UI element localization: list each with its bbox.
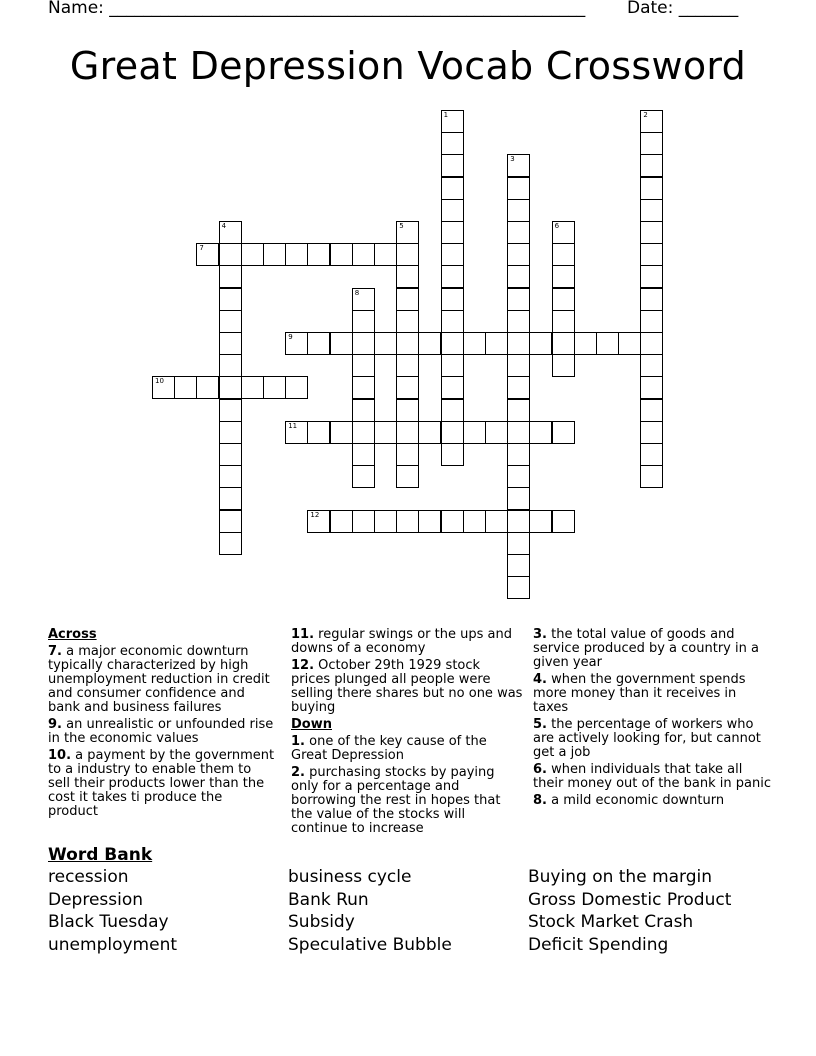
clue-down-6 [533, 763, 773, 791]
crossword-cell[interactable] [552, 354, 575, 377]
crossword-cell[interactable] [640, 154, 663, 177]
crossword-cell[interactable] [507, 243, 530, 266]
clue-number: 7. [48, 644, 62, 659]
crossword-cell[interactable] [552, 243, 575, 266]
crossword-cell[interactable] [507, 332, 530, 355]
date-field[interactable]: Date: _______ [627, 0, 739, 18]
crossword-cell[interactable] [352, 399, 375, 422]
crossword-cell[interactable] [441, 443, 464, 466]
crossword-cell[interactable] [219, 288, 242, 311]
across-heading: Across [48, 627, 97, 642]
crossword-cell[interactable] [507, 554, 530, 577]
crossword-cell[interactable] [174, 376, 197, 399]
clue-number-label: 2 [643, 111, 648, 119]
crossword-cell[interactable] [485, 421, 508, 444]
clue-down-5 [533, 718, 773, 760]
word-bank [48, 845, 768, 955]
crossword-cell[interactable] [596, 332, 619, 355]
crossword-cell[interactable] [374, 332, 397, 355]
crossword-cell[interactable] [219, 332, 242, 355]
crossword-cell[interactable] [396, 265, 419, 288]
crossword-cell[interactable] [418, 421, 441, 444]
crossword-cell[interactable] [307, 332, 330, 355]
crossword-cell[interactable] [640, 421, 663, 444]
crossword-cell[interactable] [352, 443, 375, 466]
clue-across-11 [291, 628, 523, 656]
crossword-cell[interactable] [219, 443, 242, 466]
crossword-cell[interactable] [307, 510, 330, 533]
clue-number-label: 7 [199, 244, 204, 253]
crossword-cell[interactable] [507, 154, 530, 177]
crossword-cell[interactable] [352, 310, 375, 333]
clue-across-12 [291, 659, 523, 715]
crossword-cell[interactable] [330, 243, 353, 266]
clue-across-10 [48, 749, 276, 819]
clue-number: 1. [291, 734, 305, 749]
crossword-cell[interactable] [352, 288, 375, 311]
clue-text: when individuals that take all their money out of the bank in panic [533, 762, 771, 791]
crossword-cell[interactable] [396, 399, 419, 422]
word-bank-item: Depression [48, 889, 144, 910]
crossword-cell[interactable] [418, 332, 441, 355]
crossword-cell[interactable] [640, 110, 663, 133]
crossword-cell[interactable] [219, 487, 242, 510]
crossword-cell[interactable] [263, 243, 286, 266]
name-field[interactable]: Name: ________________________________________________________ [48, 0, 586, 18]
clue-text: one of the key cause of the Great Depression [291, 734, 487, 763]
crossword-cell[interactable] [552, 421, 575, 444]
crossword-cell[interactable] [352, 354, 375, 377]
crossword-cell[interactable] [463, 510, 486, 533]
clue-text: a mild economic downturn [551, 793, 725, 808]
crossword-cell[interactable] [507, 265, 530, 288]
crossword-cell[interactable] [507, 532, 530, 555]
crossword-cell[interactable] [640, 443, 663, 466]
word-bank-item: Buying on the margin [528, 867, 713, 887]
crossword-cell[interactable] [507, 399, 530, 422]
clue-text: purchasing stocks by paying only for a percentage and borrowing the rest in hopes that the value of the stocks will continue to increase [291, 765, 501, 836]
crossword-cell[interactable] [352, 332, 375, 355]
crossword-cell[interactable] [396, 421, 419, 444]
crossword-cell[interactable] [507, 177, 530, 200]
word-bank-item: Subsidy [288, 912, 355, 932]
crossword-cell[interactable] [196, 243, 219, 266]
crossword-cell[interactable] [219, 465, 242, 488]
clue-number: 2. [291, 765, 305, 780]
crossword-cell[interactable] [219, 532, 242, 555]
crossword-cell[interactable] [552, 221, 575, 244]
crossword-cell[interactable] [507, 576, 530, 599]
word-bank-item: recession [48, 867, 129, 887]
crossword-cell[interactable] [640, 132, 663, 155]
crossword-cell[interactable] [507, 443, 530, 466]
crossword-cell[interactable] [330, 510, 353, 533]
clue-number: 11. [291, 627, 315, 642]
crossword-cell[interactable] [219, 243, 242, 266]
crossword-cell[interactable] [352, 376, 375, 399]
crossword-cell[interactable] [640, 177, 663, 200]
crossword-cell[interactable] [196, 376, 219, 399]
page-title: Great Depression Vocab Crossword [69, 44, 747, 88]
word-bank-item: Deficit Spending [528, 934, 669, 955]
crossword-cell[interactable] [352, 510, 375, 533]
crossword-cell[interactable] [219, 221, 242, 244]
crossword-cell[interactable] [441, 354, 464, 377]
word-bank-item: Bank Run [288, 889, 369, 910]
crossword-cell[interactable] [330, 421, 353, 444]
clue-text: an unrealistic or unfounded rise in the economic values [48, 717, 274, 746]
crossword-cell[interactable] [441, 510, 464, 533]
crossword-cell[interactable] [152, 376, 175, 399]
clue-column-2 [291, 628, 523, 839]
crossword-cell[interactable] [529, 332, 552, 355]
crossword-cell[interactable] [552, 310, 575, 333]
clue-column-3 [533, 628, 773, 811]
crossword-cell[interactable] [352, 465, 375, 488]
crossword-cell[interactable] [285, 243, 308, 266]
crossword-cell[interactable] [285, 332, 308, 355]
clue-number-label: 6 [554, 222, 560, 230]
crossword-cell[interactable] [441, 221, 464, 244]
crossword-cell[interactable] [441, 110, 464, 133]
clue-text: a payment by the government to a industry to enable them to sell their products lower than the cost it takes ti produce the product [48, 748, 275, 819]
crossword-cell[interactable] [441, 421, 464, 444]
crossword-cell[interactable] [507, 465, 530, 488]
crossword-cell[interactable] [396, 221, 419, 244]
clue-down-3 [533, 628, 773, 670]
crossword-cell[interactable] [219, 399, 242, 422]
crossword-cell[interactable] [285, 376, 308, 399]
clue-down-4 [533, 673, 773, 715]
clue-text: October 29th 1929 stock prices plunged all people were selling there shares but no one was buying [291, 658, 523, 715]
clue-down-1 [291, 735, 523, 763]
clue-number-label: 11 [288, 421, 298, 430]
crossword-cell[interactable] [507, 421, 530, 444]
clue-across-9 [48, 718, 276, 746]
crossword-cell[interactable] [485, 332, 508, 355]
crossword-cell[interactable] [574, 332, 597, 355]
clue-number-label: 9 [288, 333, 293, 341]
crossword-cell[interactable] [330, 332, 353, 355]
crossword-cell[interactable] [241, 376, 264, 399]
crossword-cell[interactable] [441, 199, 464, 222]
crossword-cell[interactable] [441, 265, 464, 288]
clue-text: regular swings or the ups and downs of a economy [291, 627, 512, 656]
crossword-cell[interactable] [463, 332, 486, 355]
crossword-cell[interactable] [374, 510, 397, 533]
crossword-cell[interactable] [640, 221, 663, 244]
word-bank-title: Word Bank [48, 845, 153, 865]
crossword-cell[interactable] [441, 376, 464, 399]
crossword-cell[interactable] [485, 510, 508, 533]
crossword-cell[interactable] [285, 421, 308, 444]
clue-number-label: 8 [354, 288, 360, 297]
crossword-cell[interactable] [307, 421, 330, 444]
crossword-cell[interactable] [618, 332, 641, 355]
crossword-cell[interactable] [441, 177, 464, 200]
crossword-cell[interactable] [263, 376, 286, 399]
clue-text: a major economic downturn typically characterized by high unemployment reduction in credit and consumer confidence and bank and business failures [48, 644, 270, 715]
clue-down-8 [533, 794, 773, 808]
crossword-cell[interactable] [396, 465, 419, 488]
clue-number: 6. [533, 762, 547, 777]
crossword-cell[interactable] [640, 399, 663, 422]
crossword-cell[interactable] [396, 332, 419, 355]
crossword-cell[interactable] [441, 332, 464, 355]
word-bank-item: unemployment [48, 934, 178, 955]
crossword-cell[interactable] [396, 310, 419, 333]
crossword-cell[interactable] [352, 243, 375, 266]
word-bank-item: business cycle [288, 867, 412, 887]
crossword-cell[interactable] [529, 510, 552, 533]
word-bank-item: Stock Market Crash [528, 912, 694, 932]
clue-number-label: 4 [221, 222, 227, 230]
crossword-cell[interactable] [307, 243, 330, 266]
crossword-cell[interactable] [640, 376, 663, 399]
clue-text: the percentage of workers who are actively looking for, but cannot get a job [533, 717, 761, 760]
crossword-cell[interactable] [640, 354, 663, 377]
crossword-cell[interactable] [507, 199, 530, 222]
crossword-cell[interactable] [640, 310, 663, 333]
word-bank-item: Black Tuesday [48, 912, 169, 932]
crossword-cell[interactable] [552, 332, 575, 355]
crossword-cell[interactable] [396, 354, 419, 377]
clue-number: 3. [533, 627, 547, 642]
crossword-cell[interactable] [396, 376, 419, 399]
crossword-cell[interactable] [219, 310, 242, 333]
clue-number: 5. [533, 717, 547, 732]
crossword-cell[interactable] [219, 265, 242, 288]
crossword-cell[interactable] [396, 288, 419, 311]
crossword-cell[interactable] [463, 421, 486, 444]
clue-number-label: 5 [399, 222, 404, 230]
crossword-cell[interactable] [418, 510, 441, 533]
crossword-cell[interactable] [552, 288, 575, 311]
clue-number-label: 1 [443, 111, 449, 119]
crossword-cell[interactable] [441, 399, 464, 422]
crossword-cell[interactable] [552, 510, 575, 533]
crossword-cell[interactable] [640, 465, 663, 488]
crossword-cell[interactable] [507, 310, 530, 333]
clue-number-label: 10 [155, 377, 164, 386]
crossword-cell[interactable] [396, 243, 419, 266]
crossword-cell[interactable] [374, 243, 397, 266]
crossword-cell[interactable] [219, 510, 242, 533]
crossword-cell[interactable] [507, 487, 530, 510]
clue-number: 9. [48, 717, 62, 732]
crossword-cell[interactable] [640, 288, 663, 311]
crossword-cell[interactable] [507, 354, 530, 377]
crossword-cell[interactable] [507, 288, 530, 311]
crossword-cell[interactable] [219, 376, 242, 399]
clue-text: when the government spends more money than it receives in taxes [533, 672, 746, 715]
clue-number-label: 3 [510, 155, 515, 164]
clue-text: the total value of goods and service produced by a country in a given year [533, 627, 759, 670]
crossword-cell[interactable] [552, 265, 575, 288]
crossword-cell[interactable] [640, 199, 663, 222]
clue-number: 4. [533, 672, 547, 687]
clue-column-1 [48, 628, 276, 822]
word-bank-item: Gross Domestic Product [528, 889, 732, 910]
clue-across-7 [48, 645, 276, 715]
crossword-cell[interactable] [441, 154, 464, 177]
clue-number: 8. [533, 793, 547, 808]
clue-number: 10. [48, 748, 72, 763]
crossword-cell[interactable] [441, 288, 464, 311]
crossword-cell[interactable] [640, 332, 663, 355]
clue-number: 12. [291, 658, 315, 673]
clue-down-2 [291, 766, 523, 836]
clue-number-label: 12 [310, 510, 320, 519]
crossword-cell[interactable] [352, 421, 375, 444]
word-bank-list [48, 867, 768, 955]
crossword-cell[interactable] [529, 421, 552, 444]
crossword-cell[interactable] [219, 354, 242, 377]
down-heading: Down [291, 717, 332, 732]
crossword-cell[interactable] [374, 421, 397, 444]
crossword-cell[interactable] [441, 243, 464, 266]
crossword-cell[interactable] [507, 221, 530, 244]
crossword-cell[interactable] [396, 510, 419, 533]
crossword-cell[interactable] [507, 376, 530, 399]
word-bank-item: Speculative Bubble [288, 934, 452, 955]
crossword-cell[interactable] [507, 510, 530, 533]
crossword-cell[interactable] [640, 265, 663, 288]
crossword-cell[interactable] [396, 443, 419, 466]
crossword-cell[interactable] [441, 132, 464, 155]
crossword-cell[interactable] [219, 421, 242, 444]
crossword-cell[interactable] [640, 243, 663, 266]
crossword-cell[interactable] [241, 243, 264, 266]
crossword-cell[interactable] [441, 310, 464, 333]
